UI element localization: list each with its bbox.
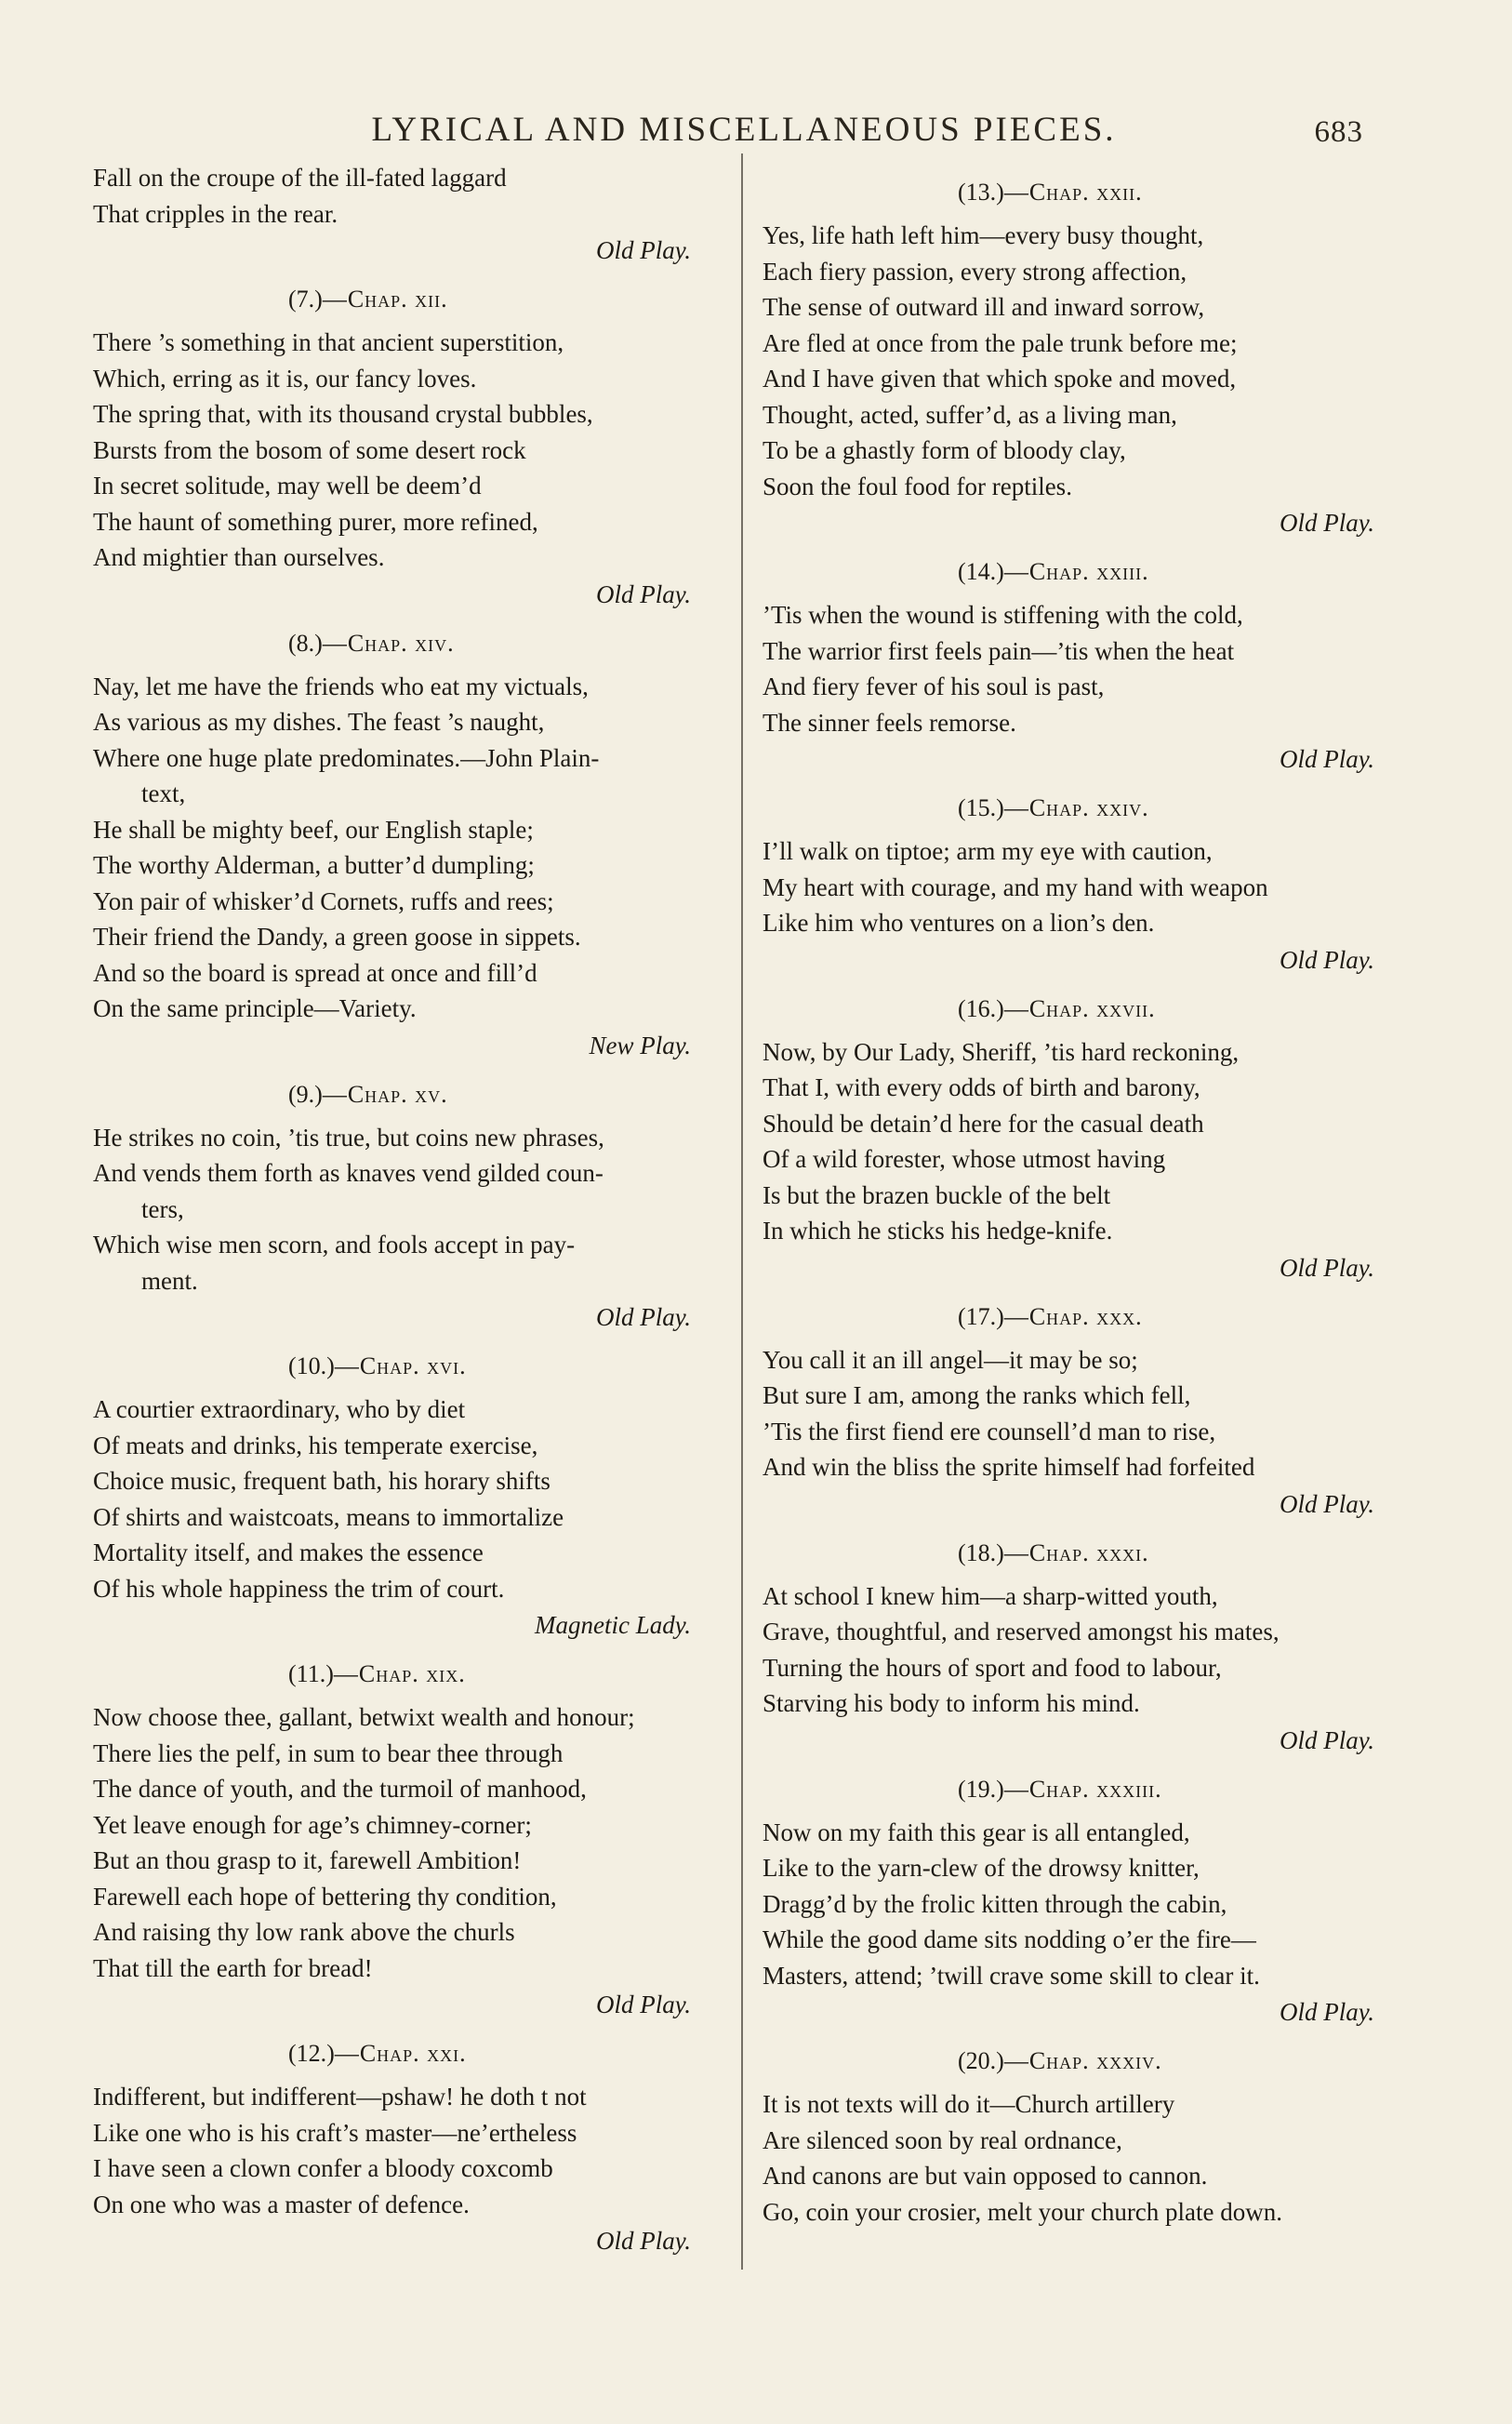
attribution: New Play. bbox=[589, 1031, 691, 1059]
motto-section bbox=[93, 1657, 711, 2023]
motto-section bbox=[763, 1536, 1395, 1759]
chapter-label: —Chap. xxii. bbox=[1003, 179, 1143, 206]
verse-line: The dance of youth, and the turmoil of manhood, bbox=[93, 1775, 587, 1803]
verse-line: Of his whole happiness the trim of court. bbox=[93, 1574, 505, 1603]
verse-line: And so the board is spread at once and fill’d bbox=[93, 958, 537, 987]
section-heading bbox=[93, 2036, 711, 2071]
verse-line: Yes, life hath left him—every busy thought, bbox=[763, 221, 1204, 249]
verse-line: In which he sticks his hedge-knife. bbox=[763, 1217, 1113, 1245]
motto-section bbox=[93, 2036, 711, 2259]
verse-line: ’Tis the first fiend ere counsell’d man to rise, bbox=[763, 1417, 1216, 1445]
verse-line: There ’s something in that ancient superstition, bbox=[93, 328, 564, 356]
verse-line: Are silenced soon by real ordnance, bbox=[763, 2125, 1122, 2154]
chapter-label: —Chap. xxx. bbox=[1003, 1302, 1143, 1330]
chapter-label: —Chap. xvi. bbox=[334, 1352, 467, 1379]
section-heading bbox=[763, 1536, 1395, 1571]
section-number: (9.) bbox=[288, 1080, 323, 1108]
verse-line: Of meats and drinks, his temperate exercise, bbox=[93, 1431, 538, 1459]
verse-line: Now choose thee, gallant, betwixt wealth and honour; bbox=[93, 1703, 635, 1731]
verse-line: He strikes no coin, ’tis true, but coins new phrases, bbox=[93, 1123, 604, 1152]
verse-line: My heart with courage, and my hand with weapon bbox=[763, 872, 1268, 901]
verse-line: To be a ghastly form of bloody clay, bbox=[763, 436, 1126, 464]
verse-line: Farewell each hope of bettering thy condition, bbox=[93, 1882, 557, 1911]
verse-line: Indifferent, but indifferent—pshaw! he doth t not bbox=[93, 2083, 587, 2111]
running-header: LYRICAL AND MISCELLANEOUS PIECES. bbox=[371, 111, 1117, 149]
attribution: Old Play. bbox=[596, 2227, 691, 2255]
verse-line: ’Tis when the wound is stiffening with the cold, bbox=[763, 601, 1243, 629]
verse-line: But sure I am, among the ranks which fell, bbox=[763, 1381, 1191, 1409]
motto-section bbox=[93, 626, 711, 1064]
motto-section bbox=[763, 1772, 1395, 2031]
verse-line: You call it an ill angel—it may be so; bbox=[763, 1345, 1138, 1374]
section-number: (14.) bbox=[958, 558, 1004, 585]
page-number: 683 bbox=[1314, 115, 1363, 149]
section-number: (11.) bbox=[288, 1660, 334, 1687]
verse-line: Of shirts and waistcoats, means to immortalize bbox=[93, 1502, 564, 1531]
verse-line: text, bbox=[141, 779, 186, 807]
section-number: (17.) bbox=[958, 1302, 1004, 1330]
verse-line: Now, by Our Lady, Sheriff, ’tis hard reckoning, bbox=[763, 1037, 1240, 1066]
verse-line: On one who was a master of defence. bbox=[93, 2190, 470, 2218]
motto-section bbox=[763, 1299, 1395, 1523]
attribution: Old Play. bbox=[596, 236, 691, 264]
verse-line: And mightier than ourselves. bbox=[93, 543, 385, 571]
verse-line: And win the bliss the sprite himself had forfeited bbox=[763, 1453, 1255, 1481]
verse-line: Turning the hours of sport and food to labour, bbox=[763, 1653, 1222, 1682]
verse-line: Fall on the croupe of the ill-fated laggard bbox=[93, 164, 507, 192]
right-column bbox=[763, 164, 1395, 2230]
verse-line: Each fiery passion, every strong affection, bbox=[763, 257, 1187, 286]
verse-line: But an thou grasp to it, farewell Ambition! bbox=[93, 1846, 522, 1874]
chapter-label: —Chap. xxiv. bbox=[1003, 794, 1149, 821]
verse-line: Their friend the Dandy, a green goose in sippets. bbox=[93, 923, 581, 951]
verse-line: And raising thy low rank above the churls bbox=[93, 1918, 515, 1946]
verse-line: Grave, thoughtful, and reserved amongst his mates, bbox=[763, 1618, 1280, 1645]
verse-line: The worthy Alderman, a butter’d dumpling; bbox=[93, 851, 535, 879]
section-number: (19.) bbox=[958, 1775, 1004, 1803]
section-heading bbox=[93, 626, 711, 661]
section-number: (20.) bbox=[958, 2047, 1004, 2074]
verse-line: Of a wild forester, whose utmost having bbox=[763, 1145, 1166, 1173]
verse-line: Yon pair of whisker’d Cornets, ruffs and rees; bbox=[93, 886, 554, 915]
verse-line: The warrior first feels pain—’tis when the heat bbox=[763, 636, 1235, 665]
column-divider bbox=[741, 153, 743, 2270]
section-number: (12.) bbox=[288, 2040, 335, 2067]
verse-line: And fiery fever of his soul is past, bbox=[763, 673, 1105, 700]
verse-line: Nay, let me have the friends who eat my victuals, bbox=[93, 672, 589, 700]
verse-line: Bursts from the bosom of some desert rock bbox=[93, 435, 526, 464]
motto-section bbox=[93, 282, 711, 613]
section-heading bbox=[763, 1772, 1395, 1807]
verse-line: Thought, acted, suffer’d, as a living man, bbox=[763, 400, 1177, 429]
verse-line: As various as my dishes. The feast ’s naught, bbox=[93, 708, 545, 736]
verse-line: Soon the foul food for reptiles. bbox=[763, 472, 1072, 500]
verse-line: He shall be mighty beef, our English staple; bbox=[93, 815, 534, 844]
section-heading bbox=[763, 554, 1395, 590]
section-heading bbox=[93, 1349, 711, 1384]
section-number: (13.) bbox=[958, 179, 1004, 206]
verse-line: Mortality itself, and makes the essence bbox=[93, 1538, 484, 1566]
attribution: Old Play. bbox=[1280, 1489, 1374, 1518]
verse-line: Yet leave enough for age’s chimney-corner; bbox=[93, 1810, 532, 1839]
verse-line: Starving his body to inform his mind. bbox=[763, 1689, 1140, 1717]
motto-section bbox=[763, 2044, 1395, 2230]
verse-line: That cripples in the rear. bbox=[93, 199, 338, 228]
chapter-label: —Chap. xxxiv. bbox=[1003, 2047, 1162, 2074]
verse-line: Are fled at once from the pale trunk before me; bbox=[763, 328, 1238, 357]
verse-line: Should be detain’d here for the casual death bbox=[763, 1109, 1204, 1138]
motto-section bbox=[763, 175, 1395, 541]
section-heading bbox=[93, 1077, 711, 1112]
verse-line: And I have given that which spoke and moved, bbox=[763, 365, 1237, 393]
section-number: (7.) bbox=[288, 286, 323, 313]
verse-line: Is but the brazen buckle of the belt bbox=[763, 1180, 1111, 1209]
verse-line: Like to the yarn-clew of the drowsy knitter, bbox=[763, 1854, 1200, 1882]
verse-line: There lies the pelf, in sum to bear thee through bbox=[93, 1738, 564, 1767]
section-heading bbox=[763, 1299, 1395, 1335]
verse-line: Choice music, frequent bath, his horary shifts bbox=[93, 1467, 550, 1495]
verse-line: Like one who is his craft’s master—ne’ertheless bbox=[93, 2118, 577, 2147]
chapter-label: —Chap. xix. bbox=[333, 1660, 466, 1687]
verse-line: While the good dame sits nodding o’er the fire— bbox=[763, 1925, 1256, 1953]
chapter-label: —Chap. xxxiii. bbox=[1003, 1775, 1162, 1803]
verse-line: In secret solitude, may well be deem’d bbox=[93, 472, 482, 499]
section-heading bbox=[763, 791, 1395, 826]
attribution: Old Play. bbox=[1280, 509, 1374, 537]
section-heading bbox=[763, 992, 1395, 1027]
attribution: Old Play. bbox=[1280, 745, 1374, 773]
attribution: Old Play. bbox=[1280, 1998, 1374, 2026]
left-column bbox=[93, 158, 711, 2272]
verse-line: The sinner feels remorse. bbox=[763, 708, 1016, 737]
motto-section bbox=[763, 992, 1395, 1286]
verse-line: Which wise men scorn, and fools accept in pay- bbox=[93, 1231, 576, 1259]
chapter-label: —Chap. xv. bbox=[322, 1080, 448, 1108]
verse-line: And canons are but vain opposed to cannon. bbox=[763, 2162, 1208, 2190]
verse-line: Now on my faith this gear is all entangled, bbox=[763, 1818, 1190, 1846]
verse-line: ment. bbox=[141, 1266, 198, 1295]
motto-section bbox=[763, 791, 1395, 979]
verse-line: I’ll walk on tiptoe; arm my eye with caution, bbox=[763, 837, 1213, 865]
verse-line: Masters, attend; ’twill crave some skill to clear it. bbox=[763, 1961, 1260, 1990]
verse-line: A courtier extraordinary, who by diet bbox=[93, 1395, 466, 1423]
section-number: (8.) bbox=[288, 629, 323, 657]
verse-line: The spring that, with its thousand crystal bubbles, bbox=[93, 400, 593, 428]
attribution: Old Play. bbox=[1280, 1253, 1374, 1282]
verse-line: Go, coin your crosier, melt your church plate down. bbox=[763, 2197, 1283, 2226]
verse-line: Where one huge plate predominates.—John Plain- bbox=[93, 743, 600, 772]
motto-section bbox=[763, 554, 1395, 778]
section-heading bbox=[763, 175, 1395, 210]
verse-line: That till the earth for bread! bbox=[93, 1953, 373, 1982]
verse-line: The sense of outward ill and inward sorrow, bbox=[763, 293, 1205, 321]
verse-line: I have seen a clown confer a bloody coxcomb bbox=[93, 2154, 553, 2182]
section-heading bbox=[93, 282, 711, 317]
verse-line: And vends them forth as knaves vend gilded coun- bbox=[93, 1159, 603, 1187]
attribution: Magnetic Lady. bbox=[535, 1611, 691, 1639]
section-number: (18.) bbox=[958, 1538, 1004, 1566]
poem-fragment bbox=[93, 160, 711, 269]
section-heading bbox=[93, 1657, 711, 1692]
attribution: Old Play. bbox=[1280, 1725, 1374, 1754]
attribution: Old Play. bbox=[596, 1991, 691, 2018]
verse-line: Which, erring as it is, our fancy loves. bbox=[93, 364, 477, 393]
verse-line: On the same principle—Variety. bbox=[93, 994, 417, 1022]
attribution: Old Play. bbox=[596, 1303, 691, 1331]
chapter-label: —Chap. xxvii. bbox=[1003, 994, 1156, 1022]
section-heading bbox=[763, 2044, 1395, 2079]
section-number: (16.) bbox=[958, 994, 1004, 1022]
chapter-label: —Chap. xii. bbox=[322, 286, 448, 313]
verse-line: ters, bbox=[141, 1194, 184, 1223]
chapter-label: —Chap. xxiii. bbox=[1003, 558, 1149, 585]
chapter-label: —Chap. xxxi. bbox=[1003, 1538, 1149, 1566]
verse-line: The haunt of something purer, more refined, bbox=[93, 507, 538, 536]
attribution: Old Play. bbox=[1280, 945, 1374, 974]
verse-line: At school I knew him—a sharp-witted youth, bbox=[763, 1581, 1218, 1610]
motto-section bbox=[93, 1077, 711, 1337]
attribution: Old Play. bbox=[596, 579, 691, 608]
chapter-label: —Chap. xxi. bbox=[334, 2040, 467, 2067]
verse-line: It is not texts will do it—Church artillery bbox=[763, 2090, 1175, 2118]
verse-line: Like him who ventures on a lion’s den. bbox=[763, 909, 1155, 937]
section-number: (15.) bbox=[958, 794, 1004, 821]
section-number: (10.) bbox=[288, 1352, 335, 1379]
chapter-label: —Chap. xiv. bbox=[322, 629, 455, 657]
motto-section bbox=[93, 1349, 711, 1644]
verse-line: That I, with every odds of birth and barony, bbox=[763, 1073, 1200, 1101]
verse-line: Dragg’d by the frolic kitten through the cabin, bbox=[763, 1889, 1227, 1918]
